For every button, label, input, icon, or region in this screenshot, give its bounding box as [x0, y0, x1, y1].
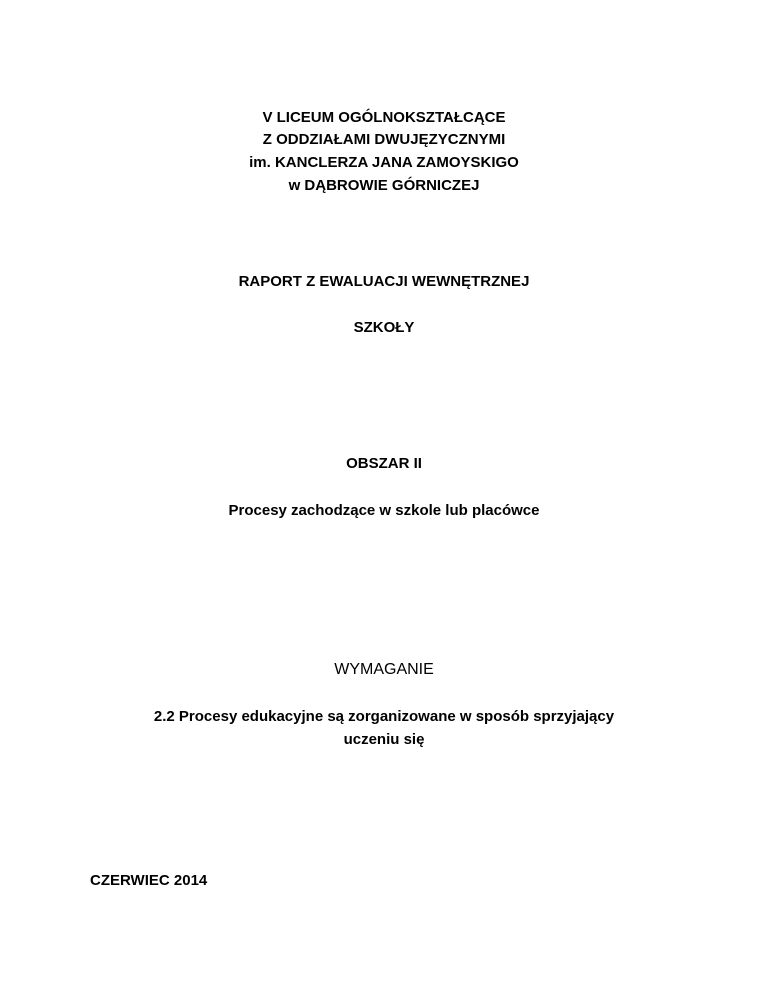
- report-date: CZERWIEC 2014: [90, 872, 208, 889]
- requirement-text-line-1: 2.2 Procesy edukacyjne są zorganizowane w sposób sprzyjający: [153, 708, 615, 725]
- requirement-text-line-2: uczeniu się: [343, 731, 425, 748]
- school-name-line-2: Z ODDZIAŁAMI DWUJĘZYCZNYMI: [262, 131, 506, 148]
- school-name-line-1: V LICEUM OGÓLNOKSZTAŁCĄCE: [262, 109, 506, 126]
- area-label: OBSZAR II: [346, 455, 422, 472]
- area-description: Procesy zachodzące w szkole lub placówce: [228, 502, 540, 519]
- school-name-line-3: im. KANCLERZA JANA ZAMOYSKIGO: [249, 154, 519, 171]
- school-location-line: w DĄBROWIE GÓRNICZEJ: [288, 177, 480, 194]
- report-title: RAPORT Z EWALUACJI WEWNĘTRZNEJ: [238, 273, 530, 290]
- requirement-label: WYMAGANIE: [334, 661, 434, 678]
- report-subtitle: SZKOŁY: [353, 319, 415, 336]
